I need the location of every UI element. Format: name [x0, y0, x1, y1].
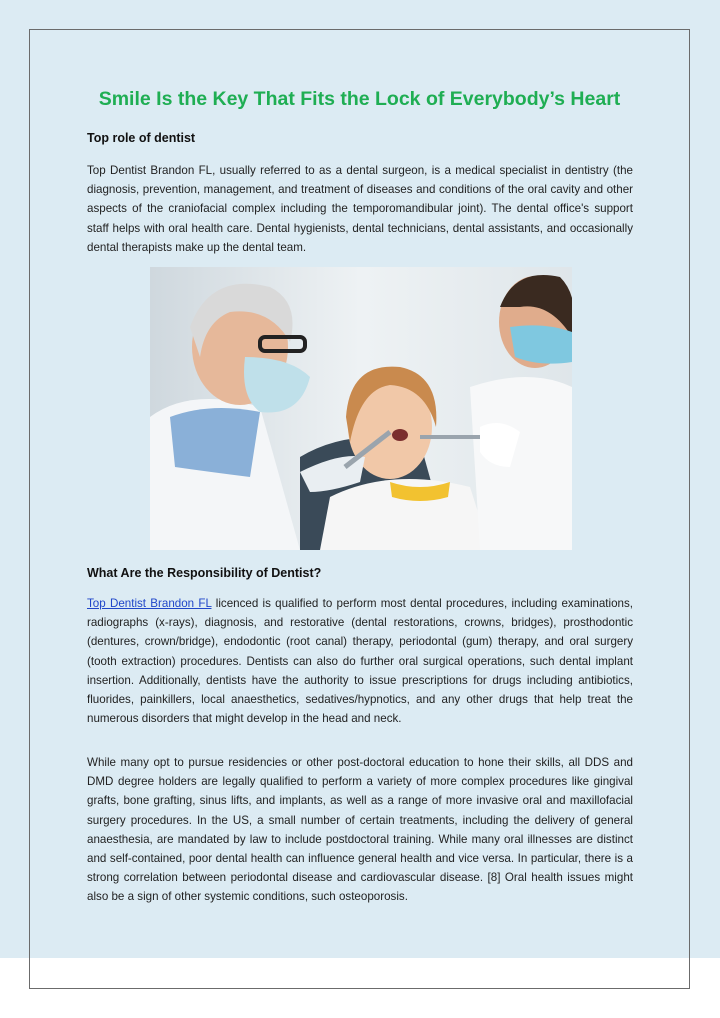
paragraph-postdoctoral: While many opt to pursue residencies or other post-doctoral education to hone their skills, all DDS and DMD degree holders are legally qualified to perform a variety of more complex procedures like gingival grafts, bone grafting, sinus lifts, and implants, as well as a range of more invasive oral and maxillofacial surgery procedures. In the US, a small number of certain treatments, including the delivery of general anaesthesia, are mandated by law to include postdoctoral training. While many oral illnesses are distinct and self-contained, poor dental health can influence general health and vice versa. In particular, there is a strong correlation between periodontal disease and cardiovascular disease. [8] Oral health issues might also be a sign of other systemic conditions, such osteoporosis. — [87, 756, 633, 904]
section-heading-top-role: Top role of dentist — [87, 131, 196, 145]
paragraph-responsibility — [87, 594, 633, 728]
paragraph-responsibility-text: licenced is qualified to perform most dental procedures, including examinations, radiographs (x-rays), diagnosis, and restorative (dental restorations, crowns, bridges), prosthodontic (dentures, crown/bridge), endodontic (root canal) therapy, periodontal (gum) therapy, and oral surgery (tooth extraction) procedures. Dentists can also do further oral surgical operations, such dental implant insertion. Additionally, dentists have the authority to issue prescriptions for drugs including antibiotics, fluorides, painkillers, local anaesthetics, sedatives/hypnotics, and any other drugs that help treat the numerous disorders that might develop in the head and neck. — [87, 597, 633, 726]
page-title: Smile Is the Key That Fits the Lock of Everybody’s Heart — [98, 88, 621, 110]
top-dentist-link[interactable]: Top Dentist Brandon FL — [87, 597, 212, 610]
dentist-illustration — [150, 267, 572, 550]
dentist-photo — [150, 267, 572, 550]
paragraph-top-role: Top Dentist Brandon FL, usually referred to as a dental surgeon, is a medical specialist in dentistry (the diagnosis, prevention, management, and treatment of diseases and conditions of the oral cavity and other aspects of the craniofacial complex including the temporomandibular joint). The dental office's support staff helps with oral health care. Dental hygienists, dental technicians, dental assistants, and occasionally dental therapists make up the dental team. — [87, 164, 633, 254]
section-heading-responsibility: What Are the Responsibility of Dentist? — [87, 566, 322, 580]
